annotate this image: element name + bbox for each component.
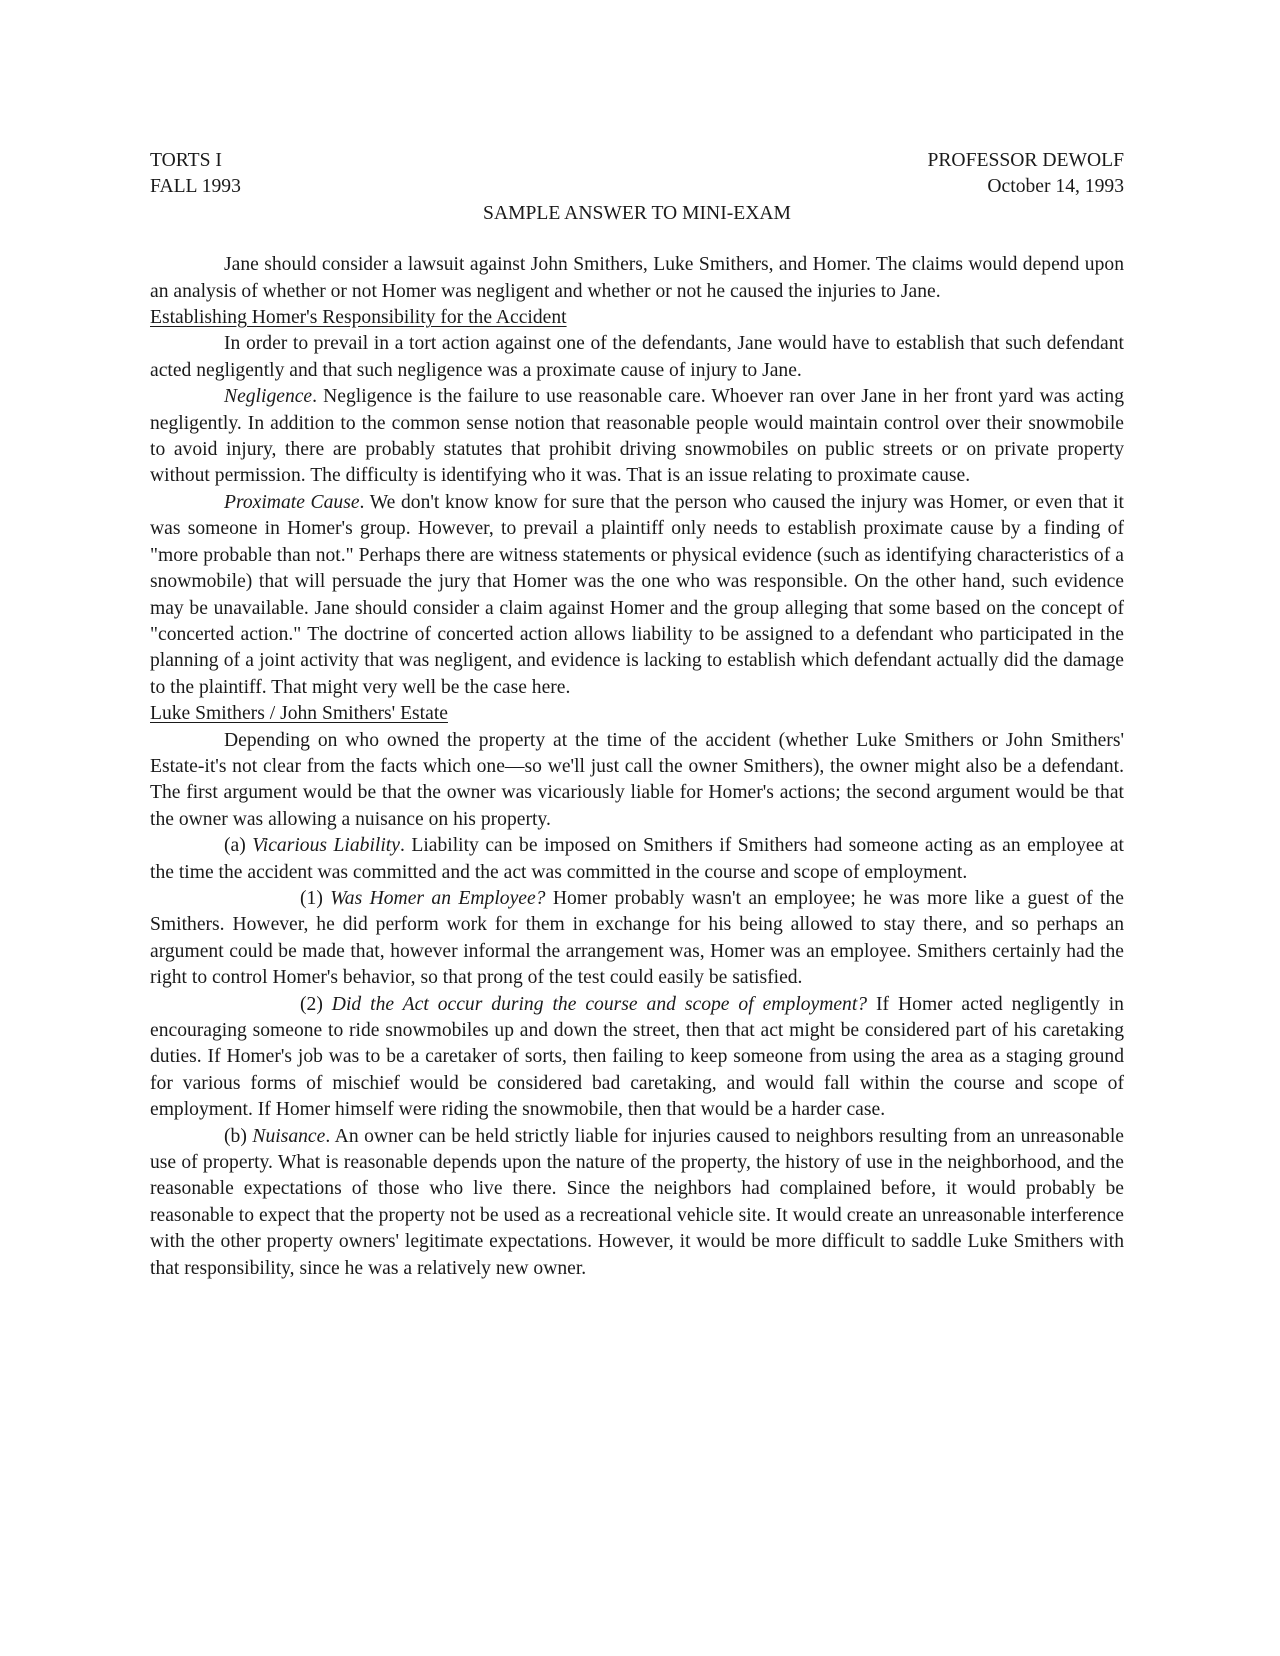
paragraph-vicarious-liability <box>150 833 1124 886</box>
employee-prefix: (1) <box>300 887 331 909</box>
employee-text: Homer probably wasn't an employee; he was more like a guest of the Smithers. However, he did perform work for them in exchange for his being allowed to stay there, and so perhaps an argument could be made that, however informal the arrangement was, Homer was an employee. Smithers certainly had the right to control Homer's behavior, so that prong of the test could easily be satisfied. <box>150 887 1124 989</box>
course-name: TORTS I <box>150 150 222 171</box>
negligence-text: . Negligence is the failure to use reasonable care. Whoever ran over Jane in her front yard was acting negligently. In addition to the common sense notion that reasonable people would maintain control over their snowmobile to avoid injury, there are probably statutes that prohibit driving snowmobiles on public streets or on private property without permission. The difficulty is identifying who it was. That is an issue relating to proximate cause. <box>150 386 1124 487</box>
section-heading-smithers: Luke Smithers / John Smithers' Estate <box>150 703 448 725</box>
header-row-2 <box>150 174 1124 200</box>
intro-paragraph: Jane should consider a lawsuit against John Smithers, Luke Smithers, and Homer. The claims would depend upon an analysis of whether or not Homer was negligent and whether or not he caused the injuries to Jane. <box>150 254 1124 302</box>
scope-prefix: (2) <box>300 993 332 1015</box>
header-row-1 <box>150 148 1124 174</box>
employee-question: Was Homer an Employee? <box>330 887 546 909</box>
paragraph-prevail: In order to prevail in a tort action against one of the defendants, Jane would have to establish that such defendant acted negligently and that such negligence was a proximate cause of injury to Jane. <box>150 333 1124 381</box>
proximate-cause-label: Proximate Cause <box>224 491 360 513</box>
negligence-label: Negligence <box>224 386 313 408</box>
paragraph-employee <box>150 886 1124 992</box>
paragraph-nuisance <box>150 1124 1124 1282</box>
paragraph-scope-of-employment <box>150 992 1124 1124</box>
document-title: SAMPLE ANSWER TO MINI-EXAM <box>483 202 791 224</box>
scope-text: If Homer acted negligently in encouraging someone to ride snowmobiles up and down the street, then that act might be considered part of his caretaking duties. If Homer's job was to be a caretaker of sorts, then failing to keep someone from using the area as a staging ground for various forms of mischief would be considered bad caretaking, and would fall within the course and scope of employment. If Homer himself were riding the snowmobile, then that would be a harder case. <box>150 993 1124 1121</box>
exam-date: October 14, 1993 <box>987 176 1124 198</box>
vicarious-prefix: (a) <box>224 835 253 857</box>
scope-question: Did the Act occur during the course and scope of employment? <box>331 993 868 1015</box>
paragraph-negligence <box>150 384 1124 490</box>
nuisance-prefix: (b) <box>224 1125 253 1147</box>
proximate-cause-text: . We don't know know for sure that the person who caused the injury was Homer, or even that it was someone in Homer's group. However, to prevail a plaintiff only needs to establish proximate cause by a finding of "more probable than not." Perhaps there are witness statements or physical evidence (such as identifying characteristics of a snowmobile) that will persuade the jury that Homer was the one who was responsible. On the other hand, such evidence may be unavailable. Jane should consider a claim against Homer and the group alleging that some based on the concept of "concerted action." The doctrine of concerted action allows liability to be assigned to a defendant who participated in the planning of a joint activity that was negligent, and evidence is lacking to establish which defendant actually did the damage to the plaintiff. That might very well be the case here. <box>150 491 1124 698</box>
nuisance-text: . An owner can be held strictly liable for injuries caused to neighbors resulting from an unreasonable use of property. What is reasonable depends upon the nature of the property, the history of use in the neighborhood, and the reasonable expectations of those who live there. Since the neighbors had complained before, it would probably be reasonable to expect that the property not be used as a recreational vehicle site. It would create an unreasonable interference with the other property owners' legitimate expectations. However, it would be more difficult to saddle Luke Smithers with that responsibility, since he was a relatively new owner. <box>150 1125 1124 1279</box>
term: FALL 1993 <box>150 176 241 198</box>
vicarious-liability-label: Vicarious Liability <box>252 835 400 857</box>
vicarious-liability-text: . Liability can be imposed on Smithers if Smithers had someone acting as an employee at the time the accident was committed and the act was committed in the course and scope of employment. <box>150 835 1124 883</box>
professor-name: PROFESSOR DEWOLF <box>927 150 1124 171</box>
paragraph-ownership: Depending on who owned the property at the time of the accident (whether Luke Smithers or John Smithers' Estate-it's not clear from the facts which one—so we'll just call the owner Smithers), the owner might also be a defendant. The first argument would be that the owner was vicariously liable for Homer's actions; the second argument would be that the owner was allowing a nuisance on his property. <box>150 729 1124 830</box>
paragraph-proximate-cause <box>150 490 1124 701</box>
section-heading-responsibility: Establishing Homer's Responsibility for the Accident <box>150 307 567 329</box>
nuisance-label: Nuisance <box>252 1125 326 1147</box>
